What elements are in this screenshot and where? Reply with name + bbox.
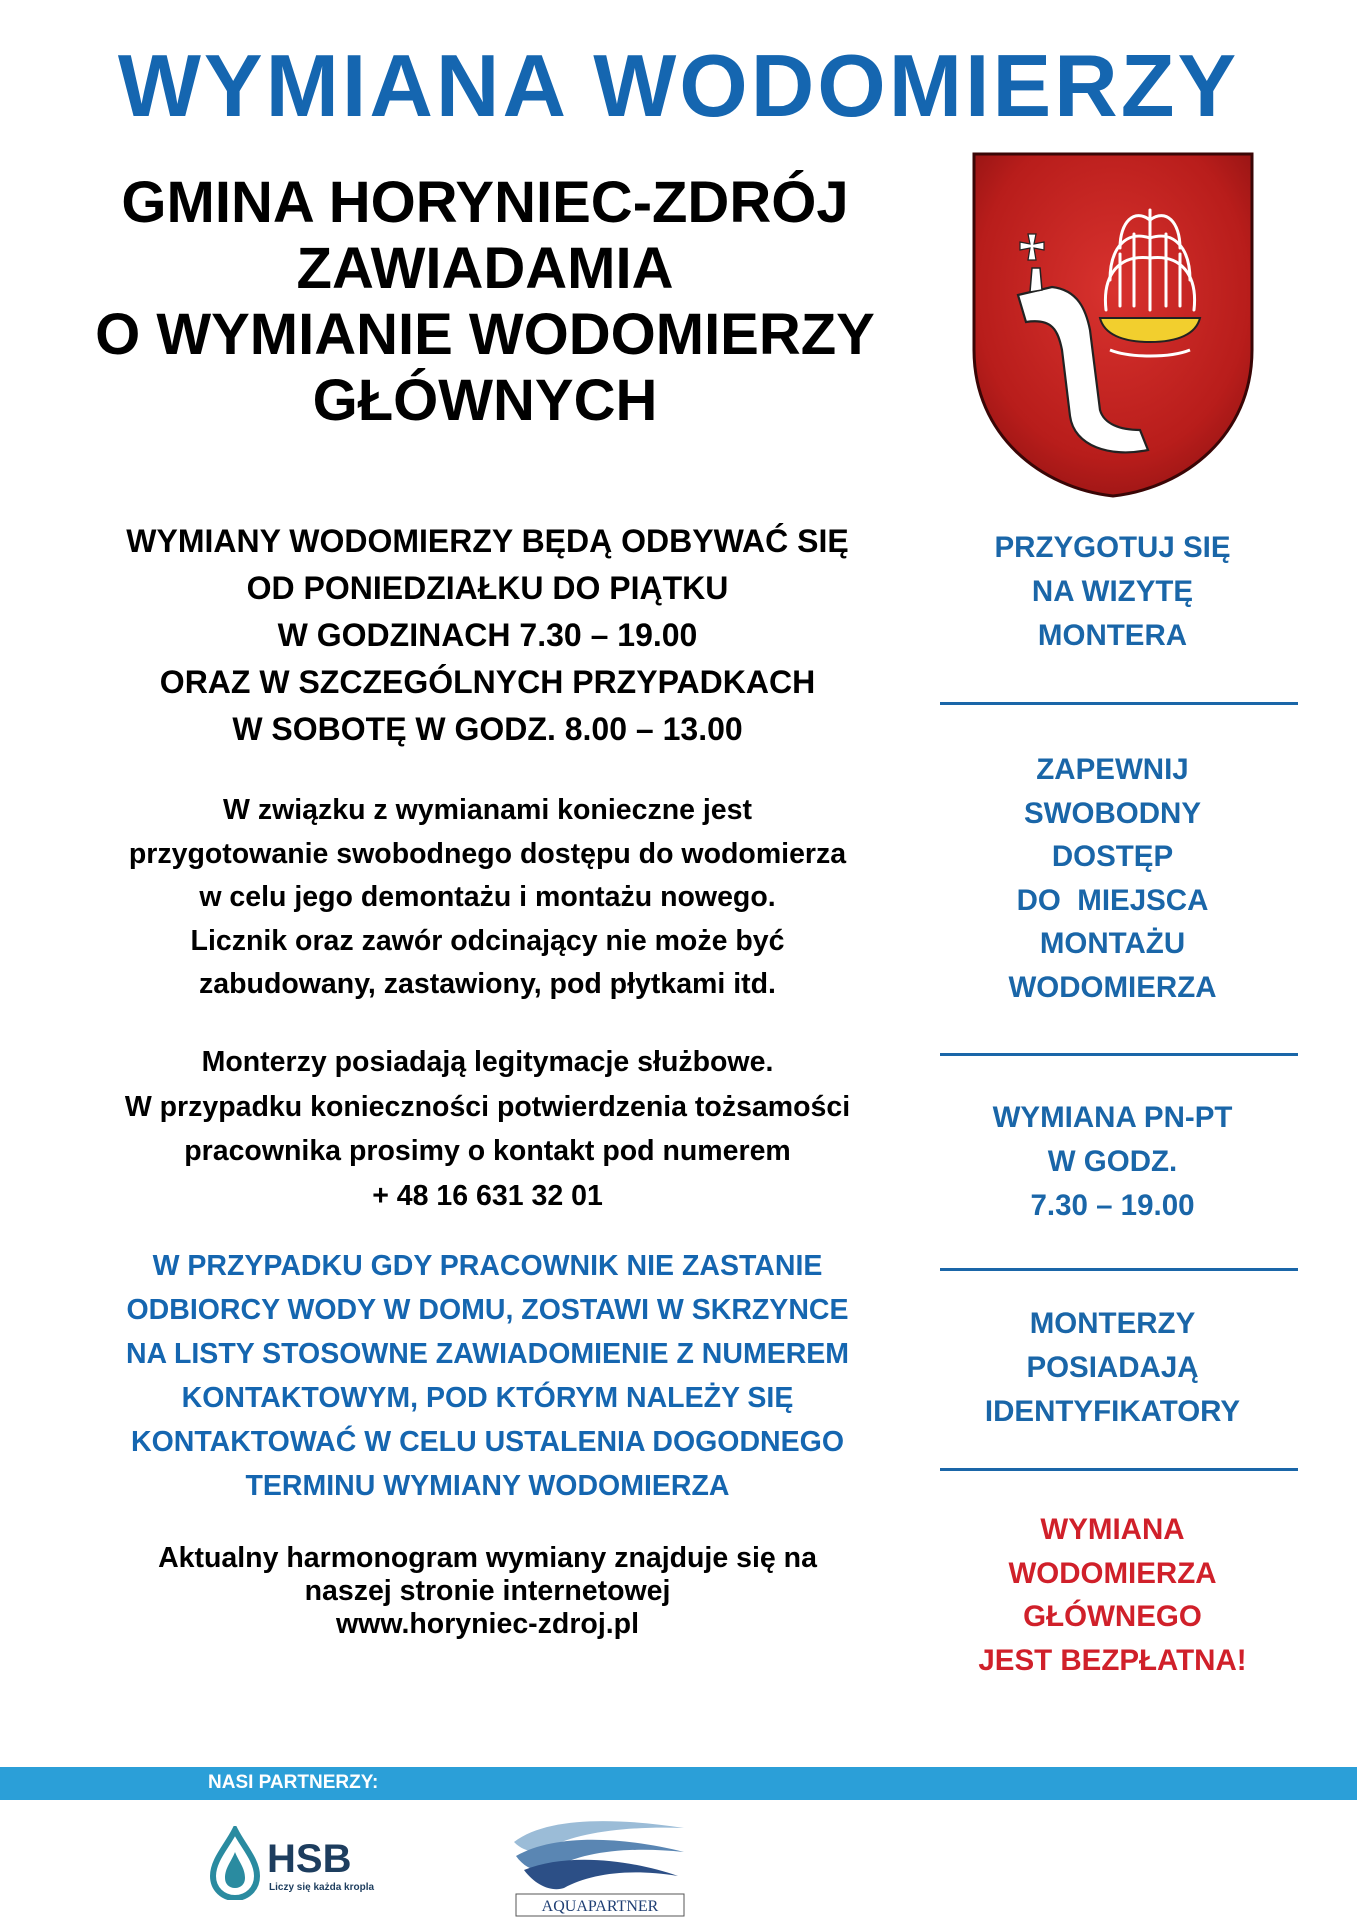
website-link[interactable]: www.horyniec-zdroj.pl bbox=[336, 1608, 639, 1640]
headline-line: ZAWIADAMIA bbox=[296, 236, 674, 301]
headline-line: GŁÓWNYCH bbox=[312, 368, 658, 433]
sidebar-divider bbox=[940, 1268, 1298, 1271]
aquapartner-logo bbox=[508, 1812, 693, 1918]
schedule-web-line: naszej stronie internetowej bbox=[304, 1575, 671, 1607]
access-info bbox=[0, 789, 975, 1007]
sidebar-divider bbox=[940, 1053, 1298, 1056]
headline-line: O WYMIANIE WODOMIERZY bbox=[95, 302, 875, 367]
schedule-info bbox=[0, 518, 975, 753]
hsb-tagline: Liczy się każda kropla bbox=[269, 1882, 375, 1893]
sidebar-line: MONTERA bbox=[1037, 619, 1188, 652]
monters-line: Monterzy posiadają legitymacje służbowe. bbox=[201, 1046, 774, 1078]
hsb-logo bbox=[205, 1826, 395, 1900]
sidebar-divider bbox=[940, 1468, 1298, 1471]
absence-info bbox=[0, 1244, 975, 1508]
sidebar-line: MONTERZY bbox=[1029, 1307, 1196, 1340]
absence-line: KONTAKTOWYM, POD KTÓRYM NALEŻY SIĘ bbox=[181, 1382, 794, 1414]
sidebar-box-hours bbox=[940, 1096, 1285, 1228]
waves-icon bbox=[514, 1821, 684, 1889]
schedule-web-info bbox=[0, 1542, 975, 1641]
absence-line: TERMINU WYMIANY WODOMIERZA bbox=[245, 1470, 730, 1502]
monters-info bbox=[0, 1040, 975, 1218]
sidebar-box-free bbox=[940, 1508, 1285, 1682]
sidebar-line: MONTAŻU bbox=[1039, 927, 1186, 960]
sidebar-box-prepare bbox=[940, 526, 1285, 658]
absence-line: KONTAKTOWAĆ W CELU USTALENIA DOGODNEGO bbox=[130, 1426, 844, 1458]
sidebar-line: DOSTĘP bbox=[1051, 840, 1174, 873]
schedule-line: W SOBOTĘ W GODZ. 8.00 – 13.00 bbox=[232, 711, 743, 747]
monters-line: pracownika prosimy o kontakt pod numerem bbox=[184, 1135, 791, 1167]
sidebar-line: POSIADAJĄ bbox=[1026, 1351, 1199, 1384]
sidebar-line: JEST BEZPŁATNA! bbox=[978, 1643, 1247, 1677]
footer-bar bbox=[0, 1767, 1357, 1800]
access-line: W związku z wymianami konieczne jest bbox=[223, 794, 752, 826]
absence-line: ODBIORCY WODY W DOMU, ZOSTAWI W SKRZYNCE bbox=[126, 1294, 849, 1326]
sidebar-line: WODOMIERZA bbox=[1008, 970, 1217, 1004]
sidebar-line: DO MIEJSCA bbox=[1016, 883, 1209, 917]
sidebar-line: SWOBODNY bbox=[1024, 796, 1201, 830]
phone-number: + 48 16 631 32 01 bbox=[372, 1179, 603, 1212]
sidebar-line: PRZYGOTUJ SIĘ bbox=[994, 531, 1231, 564]
sidebar-line: ZAPEWNIJ bbox=[1036, 753, 1189, 786]
sidebar-box-ids bbox=[940, 1302, 1285, 1434]
monters-line: W przypadku konieczności potwierdzenia tożsamości bbox=[124, 1090, 851, 1123]
sidebar-line: WYMIANA PN-PT bbox=[992, 1101, 1233, 1134]
headline bbox=[20, 170, 950, 434]
water-drop-icon bbox=[213, 1830, 257, 1898]
schedule-line: WYMIANY WODOMIERZY BĘDĄ ODBYWAĆ SIĘ bbox=[126, 523, 849, 559]
access-line: Licznik oraz zawór odcinający nie może być bbox=[190, 924, 785, 957]
sidebar-divider bbox=[940, 702, 1298, 705]
page-title: WYMIANA WODOMIERZY bbox=[117, 36, 1240, 135]
sidebar-line: W GODZ. bbox=[1047, 1145, 1178, 1178]
sidebar-line: WODOMIERZA bbox=[1008, 1556, 1217, 1590]
schedule-line: OD PONIEDZIAŁKU DO PIĄTKU bbox=[246, 570, 729, 606]
schedule-line: W GODZINACH 7.30 – 19.00 bbox=[277, 617, 698, 653]
schedule-web-line: Aktualny harmonogram wymiany znajduje się na bbox=[158, 1542, 817, 1574]
access-line: w celu jego demontażu i montażu nowego. bbox=[199, 881, 776, 913]
access-line: przygotowanie swobodnego dostępu do wodomierza bbox=[128, 837, 847, 870]
absence-line: W PRZYPADKU GDY PRACOWNIK NIE ZASTANIE bbox=[152, 1250, 823, 1282]
sidebar-line: IDENTYFIKATORY bbox=[984, 1395, 1241, 1428]
schedule-line: ORAZ W SZCZEGÓLNYCH PRZYPADKACH bbox=[159, 664, 816, 700]
access-line: zabudowany, zastawiony, pod płytkami itd. bbox=[199, 968, 776, 1000]
sidebar-line: GŁÓWNEGO bbox=[1023, 1600, 1202, 1633]
sidebar-line: 7.30 – 19.00 bbox=[1030, 1189, 1195, 1222]
hsb-name: HSB bbox=[267, 1837, 352, 1881]
sidebar-line: NA WIZYTĘ bbox=[1031, 575, 1194, 608]
absence-line: NA LISTY STOSOWNE ZAWIADOMIENIE Z NUMEREM bbox=[125, 1338, 850, 1370]
headline-line: GMINA HORYNIEC-ZDRÓJ bbox=[121, 170, 849, 235]
partners-label: NASI PARTNERZY: bbox=[208, 1772, 379, 1793]
sidebar-box-access bbox=[940, 748, 1285, 1009]
aqua-name: AQUAPARTNER bbox=[541, 1898, 659, 1915]
coat-of-arms-icon bbox=[970, 150, 1256, 500]
sidebar-line: WYMIANA bbox=[1040, 1513, 1185, 1546]
